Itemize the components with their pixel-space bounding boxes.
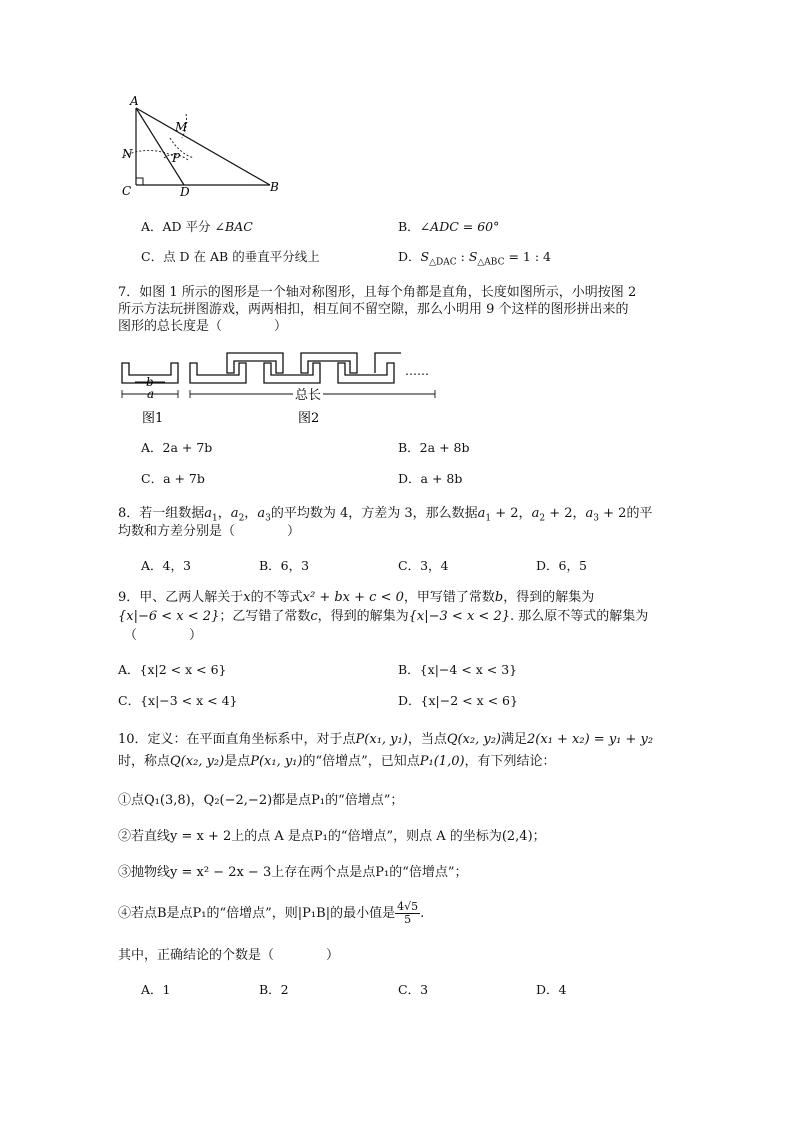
q7-option-d[interactable]: D．a + 8b <box>398 471 463 486</box>
q6-option-b[interactable]: B．∠ADC = 60° <box>398 219 500 234</box>
q6-option-a[interactable]: A．AD 平分 ∠BAC <box>141 219 253 234</box>
q9-stem-line2: {x|−6 < x < 2}；乙写错了常数c，得到的解集为{x|−3 < x < 2}. 那么原不等式的解集为 <box>118 609 649 624</box>
fig1-a-label: a <box>147 387 155 401</box>
label-A: A <box>130 94 139 108</box>
q10-stem-line2: 时，称点Q(x₂, y₂)是点P(x₁, y₁)的“倍增点”，已知点P₁(1,0)，有下列结论： <box>118 754 556 769</box>
label-P: P <box>172 151 181 165</box>
q6-option-c[interactable]: C．点 D 在 AB 的垂直平分线上 <box>141 249 320 264</box>
q10-statement-4: ④若点B是点P₁的“倍增点”，则|P₁B|的最小值是 $\frac{4√5}{5}$ . <box>118 900 425 926</box>
q9-stem-line3: （ ） <box>124 628 203 643</box>
q7-option-a[interactable]: A．2a + 7b <box>141 440 213 455</box>
label-M: M <box>175 120 188 134</box>
q10-stem-line1: 10．定义：在平面直角坐标系中，对于点P(x₁, y₁)，当点Q(x₂, y₂)满足2(x₁ + x₂) = y₁ + y₂ <box>118 732 654 747</box>
q9-stem-line1: 9．甲、乙两人解关于x的不等式x² + bx + c < 0，甲写错了常数b，得到的解集为 <box>118 590 595 605</box>
q7-stem-line2: 所示方法玩拼图游戏，两两相扣，相互间不留空隙，那么小明用 9 个这样的图形拼出来的 <box>118 302 629 317</box>
label-B: B <box>270 180 279 194</box>
q10-option-d[interactable]: D．4 <box>536 982 567 997</box>
label-D: D <box>180 185 190 197</box>
q9-option-c[interactable]: C．{x|−3 < x < 4} <box>118 693 238 708</box>
q8-option-a[interactable]: A．4，3 <box>141 558 191 573</box>
label-C: C <box>122 184 132 197</box>
q8-stem-line2: 均数和方差分别是（ ） <box>118 524 301 539</box>
q7-option-c[interactable]: C．a + 7b <box>141 471 205 486</box>
puzzle-figures <box>115 345 445 430</box>
q10-statement-1: ①点Q₁(3,8)，Q₂(−2,−2)都是点P₁的“倍增点”； <box>118 793 404 808</box>
q9-option-b[interactable]: B．{x|−4 < x < 3} <box>398 662 518 677</box>
q7-option-b[interactable]: B．2a + 8b <box>398 440 470 455</box>
q8-stem-line1: 8．若一组数据$a_1$，$a_2$，$a_3$的平均数为 4，方差为 3，那么数据$a_1 + 2$，$a_2 + 2$，$a_3 + 2$的平 <box>118 506 653 524</box>
triangle-figure <box>110 92 290 197</box>
q7-stem-line1: 7．如图 1 所示的图形是一个轴对称图形，且每个角都是直角，长度如图所示，小明按图 2 <box>118 285 637 300</box>
q9-option-d[interactable]: D．{x|−2 < x < 6} <box>398 693 518 708</box>
label-N: N <box>122 147 133 161</box>
fig2-dots: …… <box>405 364 429 378</box>
q10-ask: 其中，正确结论的个数是（ ） <box>118 948 340 963</box>
fig1-b-label: b <box>146 375 154 389</box>
fig2-total-label: 总长 <box>295 388 322 403</box>
q6-option-d[interactable]: D．$S_{\triangle DAC}$ : $S_{\triangle ABC} = 1$ : 4 <box>398 249 551 268</box>
q8-option-c[interactable]: C．3，4 <box>398 558 449 573</box>
q10-option-c[interactable]: C．3 <box>398 982 429 997</box>
q9-option-a[interactable]: A．{x|2 < x < 6} <box>118 662 227 677</box>
q8-option-d[interactable]: D．6，5 <box>536 558 587 573</box>
q7-stem-line3: 图形的总长度是（ ） <box>118 319 288 334</box>
q10-statement-2: ②若直线y = x + 2上的点 A 是点P₁的“倍增点”，则点 A 的坐标为(2,4)； <box>118 829 546 844</box>
fig2-caption: 图2 <box>298 411 320 426</box>
q10-option-a[interactable]: A．1 <box>141 982 171 997</box>
fraction-4sqrt5-over-5: $\frac{4√5}{5}$ <box>397 900 419 926</box>
q10-statement-3: ③抛物线y = x² − 2x − 3上存在两个点是点P₁的“倍增点”； <box>118 865 468 880</box>
fig1-caption: 图1 <box>142 411 164 426</box>
q10-option-b[interactable]: B．2 <box>259 982 289 997</box>
q8-option-b[interactable]: B．6，3 <box>259 558 310 573</box>
